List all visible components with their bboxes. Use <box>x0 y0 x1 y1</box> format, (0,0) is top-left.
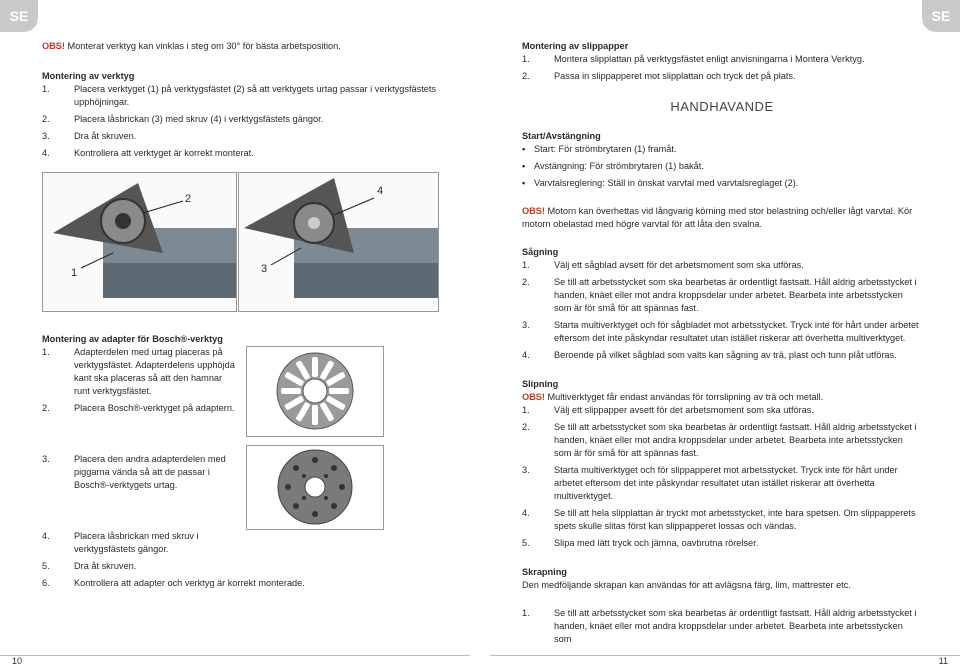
numbered-step: 4. Se till att hela slipplattan är tryckt mot arbetsstycket, inte bara spetsen. Om slippapperets spets skulle slitas först kan slippapperet lossas och vändas. <box>522 508 916 531</box>
tool-mounting-drawing-1 <box>43 173 236 311</box>
adapter-step: 4. Placera låsbrickan med skruv i verktygsfästets gängor. <box>42 531 199 554</box>
adapter-figure-2 <box>246 445 384 530</box>
numbered-step: 2. Se till att arbetsstycket som ska bearbetas är ordentligt fastsatt. Håll aldrig arbetsstycket i handen, knäet eller mot andra kroppsdelar under arbetet. Bearbeta inte arbetsstycken som är för små för att spännas fast. <box>522 277 917 313</box>
right-column <box>522 40 922 646</box>
figure-label-2: 2 <box>185 193 192 205</box>
adapter-step: 1. Adapterdelen med urtag placeras på verktygsfästet. Adapterdelens upphöjda kant ska placeras så att den hamnar runt verktygsfästet. <box>42 347 235 396</box>
bullet-item: • Varvtalsreglering: Ställ in önskat varvtal med varvtalsreglaget (2). <box>522 178 799 188</box>
numbered-step: 5. Slipa med lätt tryck och jämna, oavbrutna rörelser. <box>522 538 759 548</box>
adapter-pin-disc-drawing <box>247 446 383 529</box>
adapter-step: 2. Placera Bosch®-verktyget på adaptern. <box>42 403 235 413</box>
page-number-right: 11 <box>938 656 948 666</box>
numbered-step: 1. Se till att arbetsstycket som ska bearbetas är ordentligt fastsatt. Håll aldrig arbetsstycket i handen, knäet eller mot andra kroppsdelar under arbetet. Bearbeta inte arbetsstycken som <box>522 608 917 644</box>
sanding-obs <box>522 391 922 404</box>
bottom-rule-left <box>0 655 470 656</box>
adapter-ring-drawing <box>247 347 383 436</box>
numbered-step: 1. Montera slipplattan på verktygsfästet enligt anvisningarna i Montera Verktyg. <box>522 54 865 64</box>
mount-tool-steps <box>42 83 442 160</box>
mount-tool-heading: Montering av verktyg <box>42 71 135 81</box>
sandpaper-heading: Montering av slippapper <box>522 41 629 51</box>
numbered-step: 3. Starta multiverktyget och för slippapperet mot arbetsstycket. Tryck inte för hårt under arbetet eftersom det inte påskyndar resultatet utan istället riskerar att överhetta multiverktyget. <box>522 465 898 501</box>
section-title: HANDHAVANDE <box>670 99 774 114</box>
obs-text: Monterat verktyg kan vinklas i steg om 30° för bästa arbetsposition. <box>64 41 341 51</box>
figure-label-1: 1 <box>71 267 78 279</box>
obs-motor-note <box>522 205 922 231</box>
startstop-heading: Start/Avstängning <box>522 131 601 141</box>
adapter-heading: Montering av adapter för Bosch®-verktyg <box>42 334 223 344</box>
adapter-step: 5. Dra åt skruven. <box>42 561 137 571</box>
scraping-steps <box>522 607 922 646</box>
obs-note <box>42 40 442 53</box>
numbered-step: 1. Välj ett slippapper avsett för det arbetsmoment som ska utföras. <box>522 405 814 415</box>
numbered-step: 2. Se till att arbetsstycket som ska bearbetas är ordentligt fastsatt. Håll aldrig arbetsstycket i handen, knäet eller mot andra kroppsdelar under arbetet. Bearbeta inte arbetsstycken som är för små för att spännas fast. <box>522 422 917 458</box>
scraping-text: Den medföljande skrapan kan användas för att avlägsna färg, lim, mattrester etc. <box>522 580 851 590</box>
language-tab-left: SE <box>0 0 38 32</box>
adapter-section <box>42 333 305 590</box>
left-column <box>42 40 442 160</box>
tool-mounting-figure-2 <box>238 172 439 312</box>
tool-mounting-drawing-2 <box>239 173 438 311</box>
numbered-step: 2. Passa in slippapperet mot slipplattan och tryck det på plats. <box>522 71 796 81</box>
obs-label: OBS! <box>522 206 545 216</box>
bottom-rule-right <box>490 655 960 656</box>
sanding-steps <box>522 404 922 550</box>
numbered-step: 2. Placera låsbrickan (3) med skruv (4) i verktygsfästets gängor. <box>42 114 324 124</box>
sawing-heading: Sågning <box>522 247 559 257</box>
numbered-step: 1. Välj ett sågblad avsett för det arbetsmoment som ska utföras. <box>522 260 804 270</box>
numbered-step: 1. Placera verktyget (1) på verktygsfästet (2) så att verktygets urtag passar i verktygsfästets upphöjningar. <box>42 84 437 107</box>
obs-label: OBS! <box>522 392 545 402</box>
sandpaper-steps <box>522 53 922 83</box>
tool-mounting-figure <box>42 172 237 312</box>
startstop-bullets <box>522 143 922 190</box>
figure-label-4: 4 <box>377 185 384 197</box>
language-tab-right: SE <box>922 0 960 32</box>
scraping-heading: Skrapning <box>522 567 567 577</box>
adapter-step: 3. Placera den andra adapterdelen med piggarna vända så att de passar i Bosch®-verktygets urtag. <box>42 454 226 490</box>
figure-label-3: 3 <box>261 263 268 275</box>
page-number-left: 10 <box>12 656 23 666</box>
sanding-heading: Slipning <box>522 379 559 389</box>
adapter-figure-1 <box>246 346 384 437</box>
obs-label: OBS! <box>42 41 65 51</box>
numbered-step: 4. Beroende på vilket sågblad som valts kan sågning av trä, plast och tunn plåt utföras. <box>522 350 897 360</box>
adapter-step: 6. Kontrollera att adapter och verktyg är korrekt monterade. <box>42 578 305 588</box>
obs-text: Motorn kan överhettas vid långvarig körning med stor belastning och/eller lågt varvtal. Kör motorn obelastad med högre varvtal för att låta den svalna. <box>522 206 913 229</box>
numbered-step: 4. Kontrollera att verktyget är korrekt monterat. <box>42 148 254 158</box>
bullet-item: • Start: För strömbrytaren (1) framåt. <box>522 144 677 154</box>
numbered-step: 3. Starta multiverktyget och för sågbladet mot arbetsstycket. Tryck inte för hårt under arbetet eftersom det inte påskyndar resultatet utan istället riskerar att överhetta multiverktyget. <box>522 320 919 343</box>
sawing-steps <box>522 259 922 362</box>
bullet-item: • Avstängning: För strömbrytaren (1) bakåt. <box>522 161 704 171</box>
obs-text: Multiverktyget får endast användas för torrslipning av trä och metall. <box>544 392 824 402</box>
numbered-step: 3. Dra åt skruven. <box>42 131 137 141</box>
